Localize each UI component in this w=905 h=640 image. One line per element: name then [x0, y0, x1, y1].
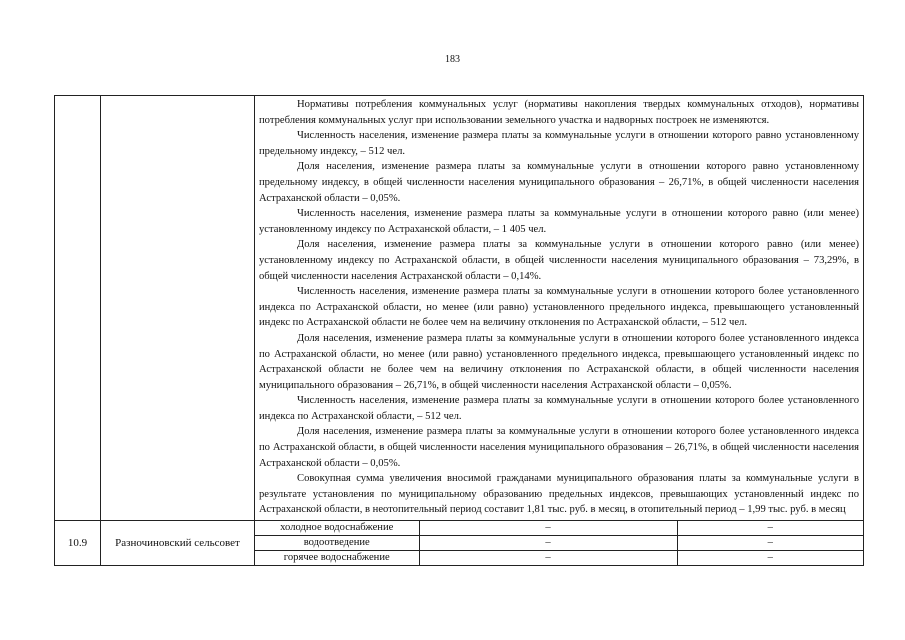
service-value: –: [677, 521, 863, 536]
service-name: холодное водоснабжение: [255, 521, 419, 536]
paragraph-total-increase: Совокупная сумма увеличения вносимой гражданами муниципального образования платы за коммунальные услуги в результате установления по муниципальному образованию предельных индексов, превышающих установленный индекс по Астраханской области, в неотопительный период составит 1,81 тыс. руб. в месяц, в отопительный период – 1,99 тыс. руб. в месяц: [259, 473, 859, 516]
service-row: [255, 536, 863, 551]
services-cell: [255, 521, 864, 566]
municipality-name: Разночиновский сельсовет: [101, 521, 255, 566]
service-row: [255, 521, 863, 536]
paragraph-share-above-index: Доля населения, изменение размера платы за коммунальные услуги в отношении которого более установленного индекса по Астраханской области, в общей численности населения муниципального образования – 26,71%, в общей численности населения Астраханской области – 0,05%.: [259, 426, 859, 469]
service-name: водоотведение: [255, 536, 419, 551]
description-cell: [255, 96, 864, 521]
document-table: [54, 95, 864, 566]
row-number-cell-empty: [55, 96, 101, 521]
paragraph-population-equal-or-less-index: Численность населения, изменение размера платы за коммунальные услуги в отношении которого равно (или менее) установленному индексу по Астраханской области, – 1 405 чел.: [259, 208, 859, 235]
paragraph-population-above-index-within-deviation: Численность населения, изменение размера платы за коммунальные услуги в отношении которого более установленного индекса по Астраханской области, но менее (или равно) установленного предельного индекса, превышающего установленный индекс по Астраханской области не более чем на величину отклонения по Астраханской области, – 512 чел.: [259, 286, 859, 329]
service-value: –: [677, 536, 863, 551]
table-row: [55, 96, 864, 521]
row-number: 10.9: [55, 521, 101, 566]
service-name: горячее водоснабжение: [255, 551, 419, 566]
paragraph-norms: Нормативы потребления коммунальных услуг (нормативы накопления твердых коммунальных отходов), нормативы потребления коммунальных услуг при использовании земельного участка и надворных построек не изменяются.: [259, 99, 859, 126]
service-value: –: [767, 552, 773, 564]
row-name-cell-empty: [101, 96, 255, 521]
services-table: [255, 521, 863, 565]
table-row-10-9: [55, 521, 864, 566]
service-value: –: [419, 521, 677, 536]
paragraph-population-equal-limit: Численность населения, изменение размера платы за коммунальные услуги в отношении которого равно установленному предельному индексу, – 512 чел.: [259, 130, 859, 157]
service-value: –: [419, 536, 677, 551]
paragraph-share-equal-limit: Доля населения, изменение размера платы за коммунальные услуги в отношении которого равно установленному предельному индексу, в общей численности населения муниципального образования – 26,71%, в общей численности населения Астраханской области – 0,05%.: [259, 161, 859, 204]
service-row: [255, 551, 863, 566]
paragraph-population-above-index: Численность населения, изменение размера платы за коммунальные услуги в отношении которого более установленного индекса по Астраханской области, – 512 чел.: [259, 395, 859, 422]
paragraph-share-equal-or-less-index: Доля населения, изменение размера платы за коммунальные услуги в отношении которого равно (или менее) установленному индексу по Астраханской области, в общей численности населения муниципального образования – 73,29%, в общей численности населения Астраханской области – 0,14%.: [259, 239, 859, 282]
paragraph-share-above-index-within-deviation: Доля населения, изменение размера платы за коммунальные услуги в отношении которого более установленного индекса по Астраханской области, но менее (или равно) установленного предельного индекса, превышающего установленный индекс по Астраханской области не более чем на величину отклонения по Астраханской области, в общей численности населения муниципального образования – 26,71%, в общей численности населения Астраханской области – 0,05%.: [259, 332, 859, 391]
service-value: –: [419, 551, 677, 566]
page-number: 183: [445, 54, 460, 65]
